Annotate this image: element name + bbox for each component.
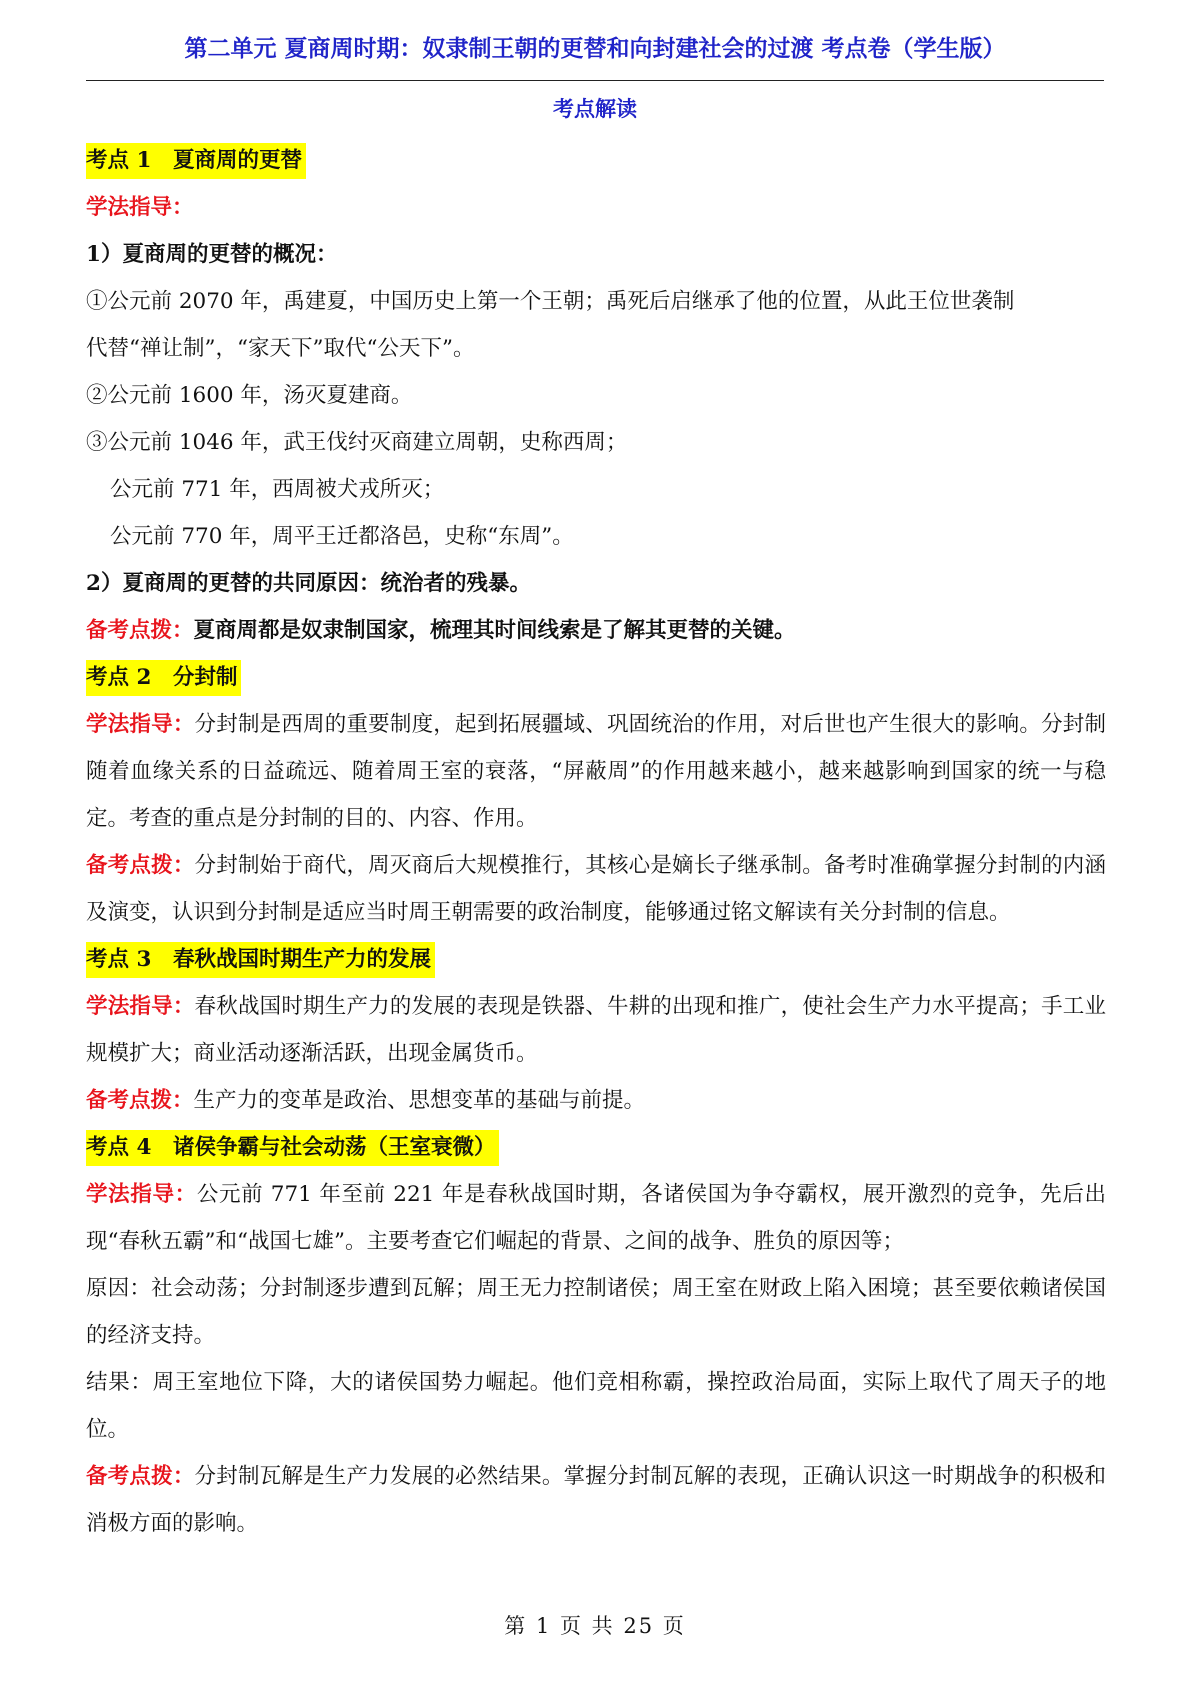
kaodian-1-method xyxy=(86,184,1106,231)
tip-label: 备考点拨： xyxy=(86,618,194,643)
kaodian-1-p4: 公元前 771 年，西周被犬戎所灭； xyxy=(110,477,445,502)
method-label: 学法指导： xyxy=(86,195,194,220)
kaodian-1-p3: ③公元前 1046 年，武王伐纣灭商建立周朝，史称西周； xyxy=(86,430,628,455)
kaodian-1-title: 考点 1 夏商周的更替 xyxy=(86,143,306,179)
tip-label: 备考点拨： xyxy=(86,853,195,878)
kaodian-4-heading xyxy=(86,1124,1106,1171)
header-divider xyxy=(86,80,1104,81)
kaodian-3-tip-text: 生产力的变革是政治、思想变革的基础与前提。 xyxy=(193,1088,646,1113)
document-title: 第二单元 夏商周时期：奴隶制王朝的更替和向封建社会的过渡 考点卷（学生版） xyxy=(184,35,1006,62)
kaodian-2-title: 考点 2 分封制 xyxy=(86,660,241,696)
kaodian-2-method-text: 分封制是西周的重要制度，起到拓展疆域、巩固统治的作用，对后世也产生很大的影响。分封制随着血缘关系的日益疏远、随着周王室的衰落，“屏蔽周”的作用越来越小，越来越影响到国家的统一与稳定。考查的重点是分封制的目的、内容、作用。 xyxy=(86,712,1106,831)
kaodian-4-title: 考点 4 诸侯争霸与社会动荡（王室衰微） xyxy=(86,1130,499,1166)
tip-label: 备考点拨： xyxy=(86,1464,195,1489)
kaodian-3-heading xyxy=(86,936,1106,983)
kaodian-4-result: 结果：周王室地位下降，大的诸侯国势力崛起。他们竞相称霸，操控政治局面，实际上取代了周天子的地位。 xyxy=(86,1370,1106,1442)
kaodian-1-sub2: 2）夏商周的更替的共同原因：统治者的残暴。 xyxy=(86,571,531,596)
kaodian-4-method-text: 公元前 771 年至前 221 年是春秋战国时期，各诸侯国为争夺霸权，展开激烈的竞争，先后出现“春秋五霸”和“战国七雄”。主要考查它们崛起的背景、之间的战争、胜负的原因等； xyxy=(86,1182,1106,1254)
kaodian-1-heading xyxy=(86,137,1106,184)
kaodian-2-heading xyxy=(86,654,1106,701)
kaodian-3-tip xyxy=(86,1077,1106,1124)
tip-label: 备考点拨： xyxy=(86,1088,194,1113)
kaodian-3-title: 考点 3 春秋战国时期生产力的发展 xyxy=(86,942,435,978)
kaodian-1-tip-text: 夏商周都是奴隶制国家，梳理其时间线索是了解其更替的关键。 xyxy=(193,618,796,643)
method-label: 学法指导： xyxy=(86,1182,197,1207)
kaodian-2-method xyxy=(86,701,1106,842)
method-label: 学法指导： xyxy=(86,712,195,737)
kaodian-1-p2: ②公元前 1600 年，汤灭夏建商。 xyxy=(86,383,413,408)
kaodian-1-p5: 公元前 770 年，周平王迁都洛邑，史称“东周”。 xyxy=(110,524,574,549)
kaodian-1-p1a: ①公元前 2070 年，禹建夏，中国历史上第一个王朝；禹死后启继承了他的位置，从此王位世袭制 xyxy=(86,289,1015,314)
kaodian-4-tip-text: 分封制瓦解是生产力发展的必然结果。掌握分封制瓦解的表现，正确认识这一时期战争的积极和消极方面的影响。 xyxy=(86,1464,1106,1536)
page-number: 第 1 页 共 25 页 xyxy=(504,1614,686,1638)
kaodian-1-sub1: 1）夏商周的更替的概况： xyxy=(86,242,338,267)
kaodian-3-method-text: 春秋战国时期生产力的发展的表现是铁器、牛耕的出现和推广，使社会生产力水平提高；手工业规模扩大；商业活动逐渐活跃，出现金属货币。 xyxy=(86,994,1106,1066)
section-title: 考点解读 xyxy=(553,96,637,121)
method-label: 学法指导： xyxy=(86,994,195,1019)
kaodian-4-method xyxy=(86,1171,1106,1265)
kaodian-2-tip-text: 分封制始于商代，周灭商后大规模推行，其核心是嫡长子继承制。备考时准确掌握分封制的内涵及演变，认识到分封制是适应当时周王朝需要的政治制度，能够通过铭文解读有关分封制的信息。 xyxy=(86,853,1106,925)
document-body xyxy=(86,137,1106,1547)
kaodian-2-tip xyxy=(86,842,1106,936)
kaodian-4-reason: 原因：社会动荡；分封制逐步遭到瓦解；周王无力控制诸侯；周王室在财政上陷入困境；甚至要依赖诸侯国的经济支持。 xyxy=(86,1276,1106,1348)
kaodian-4-tip xyxy=(86,1453,1106,1547)
kaodian-3-method xyxy=(86,983,1106,1077)
kaodian-1-tip xyxy=(86,607,1106,654)
kaodian-1-p1b: 代替“禅让制”，“家天下”取代“公天下”。 xyxy=(86,336,475,361)
